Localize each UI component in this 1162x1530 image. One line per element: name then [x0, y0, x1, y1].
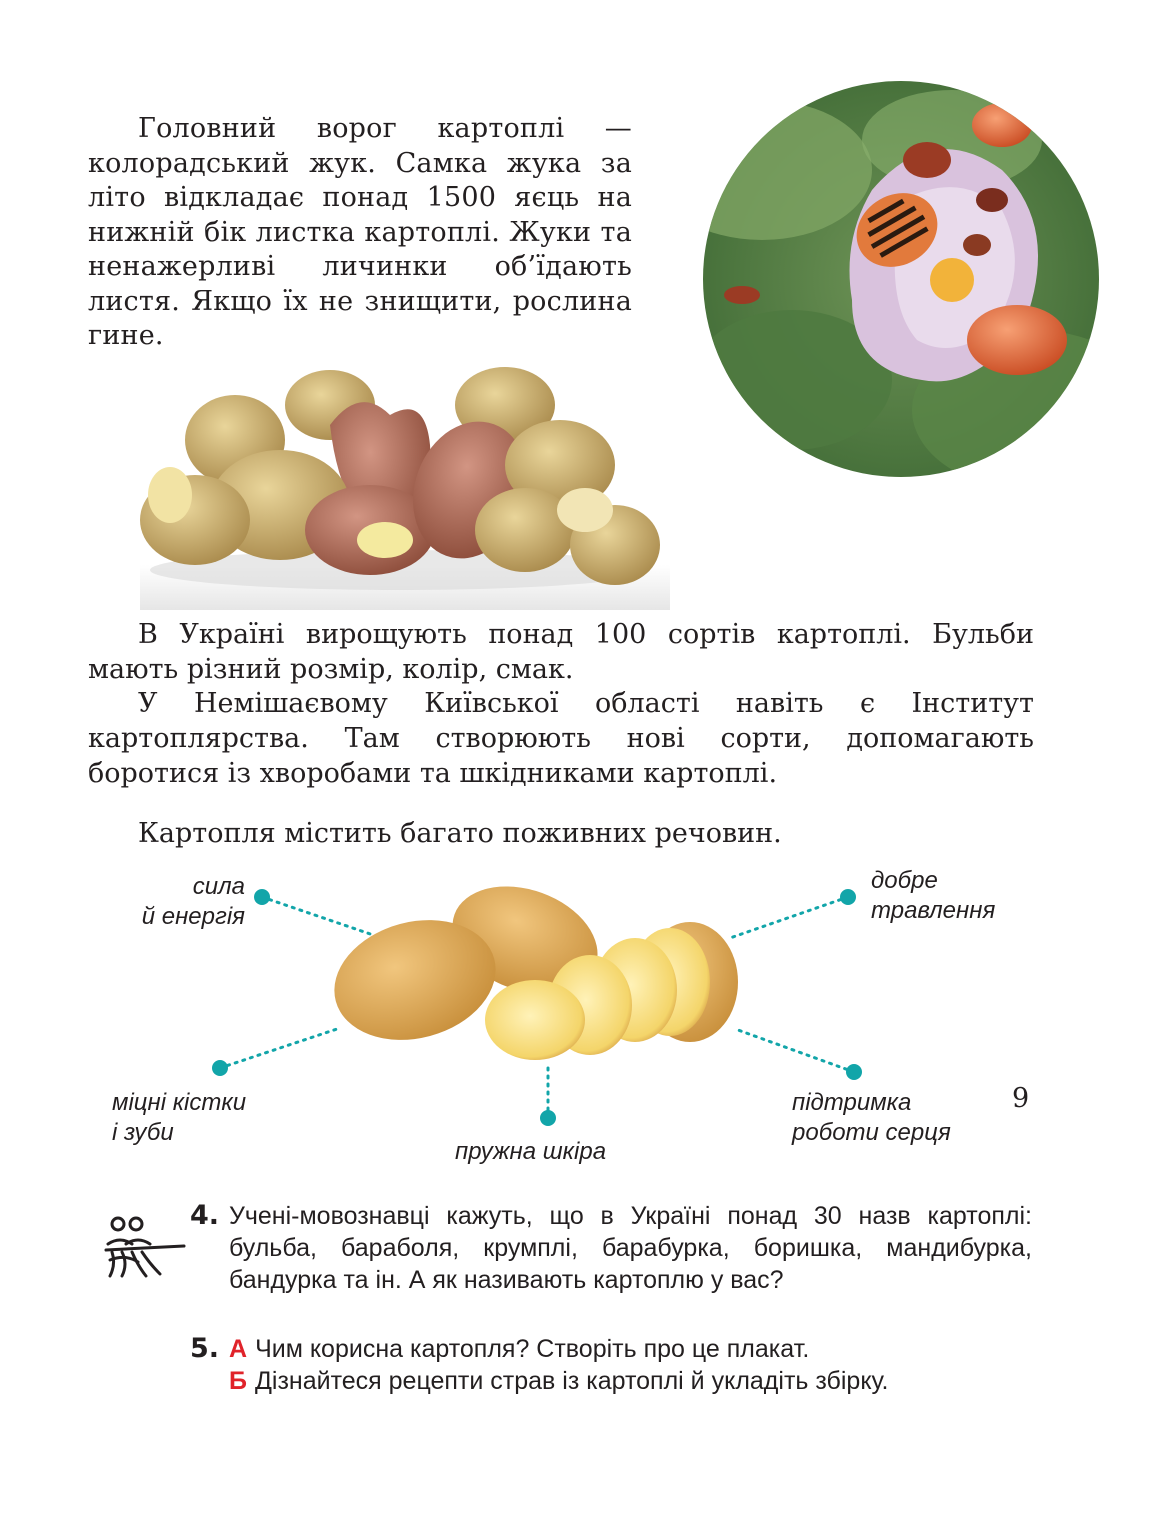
skin-dot: [540, 1110, 556, 1126]
heart-dot: [846, 1064, 862, 1080]
task-5-option-b: [229, 1365, 1032, 1397]
task-5-a-label: А: [229, 1335, 248, 1363]
task-5-number: 5.: [190, 1333, 220, 1364]
benefit-bones-label: міцні кістки і зуби: [112, 1089, 247, 1146]
colorado-beetle-photo: [702, 80, 1100, 478]
task-5-a-text: Чим корисна картопля? Створіть про це плакат.: [255, 1335, 810, 1363]
institute-paragraph: У Немішаєвому Київської області навіть є Інститут картоплярства. Там створюють нові сорти, допомагають боротися із хворобами та шкідниками картоплі.: [88, 688, 1034, 789]
teamwork-icon: [102, 1214, 186, 1286]
task-5-b-label: Б: [229, 1367, 247, 1395]
benefit-skin-label: пружна шкіра: [455, 1138, 607, 1165]
energy-dot: [254, 889, 270, 905]
page-number: 9: [1012, 1083, 1030, 1114]
benefit-heart-label: підтримка роботи серця: [792, 1089, 951, 1146]
bones-dot: [212, 1060, 228, 1076]
benefit-energy-label: сила й енергія: [141, 873, 245, 930]
task-5-options: [229, 1333, 1032, 1397]
potato-pile-photo: [140, 355, 670, 610]
task-4-text: Учені-мовознавці кажуть, що в Україні понад 30 назв картоплі: бульба, бараболя, крумплі, барабурка, боришка, мандибурка, бандурка та ін. А як називають картоплю у вас?: [229, 1202, 1032, 1294]
task-5-b-text: Дізнайтеся рецепти страв із картоплі й укладіть збірку.: [254, 1367, 889, 1395]
task-4-number: 4.: [190, 1200, 220, 1231]
digestion-dot: [840, 889, 856, 905]
benefit-digestion-label: добре травлення: [871, 867, 996, 924]
intro-paragraph: Головний ворог картоплі — колорадський жук. Самка жука за літо відкладає понад 1500 яєць на нижній бік листка картоплі. Жуки та ненажерливі личинки об’їдають листя. Якщо їх не знищити, рослина гине.: [88, 113, 632, 351]
varieties-paragraph: В Україні вирощують понад 100 сортів картоплі. Бульби мають різний розмір, колір, смак.: [88, 619, 1034, 685]
task-5-option-a: [229, 1333, 1032, 1365]
nutrients-paragraph: Картопля містить багато поживних речовин.: [138, 818, 782, 849]
